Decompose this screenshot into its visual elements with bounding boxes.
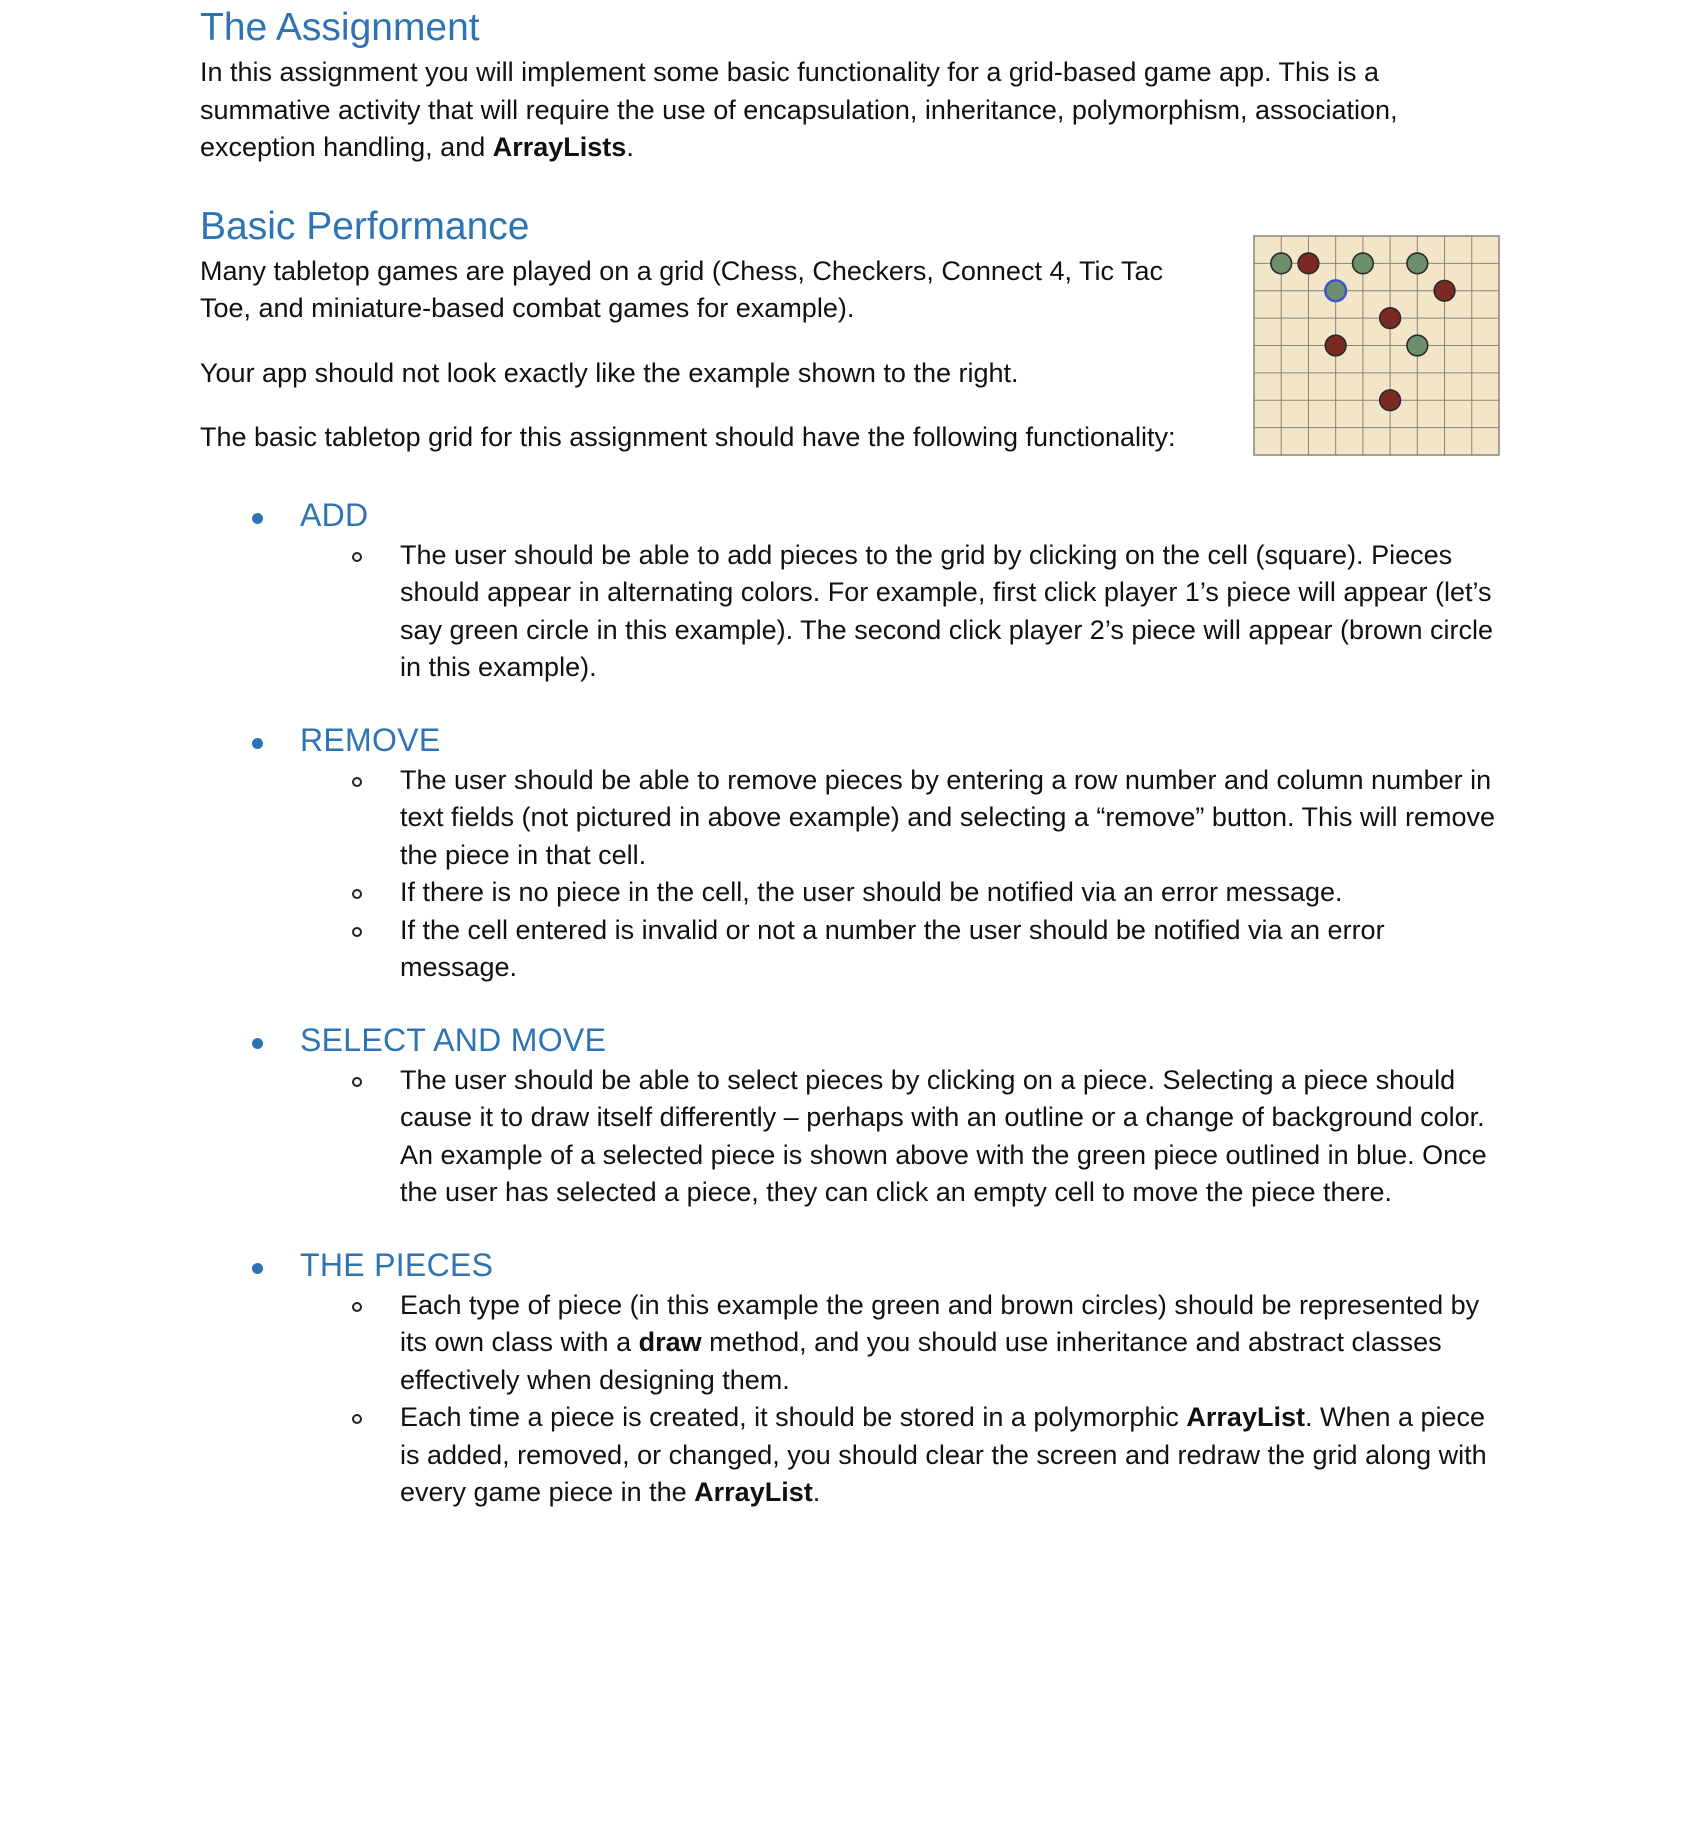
brown-piece (1380, 307, 1401, 328)
circle-bullet-icon (352, 777, 362, 787)
brown-piece (1325, 335, 1346, 356)
add-heading: ADD (300, 496, 369, 533)
remove-item-2 (300, 874, 1500, 912)
pieces-item-1 (300, 1287, 1500, 1400)
feature-remove (200, 720, 1500, 987)
basic-p3: The basic tabletop grid for this assignment should have the following functionality: (200, 422, 1176, 452)
basic-p2: Your app should not look exactly like the example shown to the right. (200, 357, 1019, 388)
assignment-intro (200, 54, 1500, 167)
brown-piece (1434, 280, 1455, 301)
pieces-item-2-text-b: . When a piece is added, removed, or changed, you should clear the screen and redraw the grid along with every game piece in the (400, 1402, 1487, 1507)
pieces-sublist (300, 1287, 1500, 1512)
example-game-board-image (1253, 235, 1500, 457)
circle-bullet-icon (352, 1302, 362, 1312)
circle-bullet-icon (352, 1077, 362, 1087)
pieces-item-2-text-c: . (812, 1477, 821, 1507)
circle-bullet-icon (352, 1414, 362, 1424)
circle-bullet-icon (352, 889, 362, 899)
feature-pieces (200, 1245, 1500, 1512)
bullet-dot (252, 1038, 263, 1049)
green-piece (1407, 335, 1428, 356)
select-move-heading: SELECT AND MOVE (300, 1021, 607, 1058)
green-piece (1353, 253, 1374, 274)
remove-item-2-text: If there is no piece in the cell, the user should be notified via an error message. (400, 877, 1343, 907)
pieces-item-2-bold-arraylist-2: ArrayList (694, 1477, 813, 1507)
bullet-dot (252, 1263, 263, 1274)
add-item-1-text: The user should be able to add pieces to the grid by clicking on the cell (square). Pieces should appear in alternating colors. For example, first click player 1’s piece will appear (let’s say green circle in this example). The second click player 2’s piece will appear (brown circle in this example). (400, 539, 1493, 682)
intro-end: . (626, 132, 634, 162)
assignment-heading: The Assignment (200, 6, 480, 49)
select-move-item-1 (300, 1062, 1500, 1212)
remove-heading: REMOVE (300, 721, 441, 758)
basic-performance-section (200, 201, 1500, 457)
basic-performance-heading: Basic Performance (200, 204, 530, 248)
brown-piece (1380, 389, 1401, 410)
remove-item-3-text: If the cell entered is invalid or not a number the user should be notified via an error message. (400, 914, 1385, 982)
circle-bullet-icon (352, 927, 362, 937)
green-piece (1271, 253, 1292, 274)
intro-bold-arraylists: ArrayLists (492, 132, 627, 162)
basic-p1: Many tabletop games are played on a grid (Chess, Checkers, Connect 4, Tic Tac Toe, and miniature-based combat games for example). (200, 255, 1163, 323)
brown-piece (1298, 253, 1319, 274)
remove-item-1 (300, 762, 1500, 875)
pieces-item-2 (300, 1399, 1500, 1512)
feature-add (200, 495, 1500, 687)
document-page (200, 0, 1500, 1545)
remove-sublist (300, 762, 1500, 987)
pieces-item-2-bold-arraylist-1: ArrayList (1186, 1402, 1305, 1432)
pieces-item-1-text-a: Each type of piece (in this example the green and brown circles) should be represented by its own class with a (400, 1289, 1480, 1357)
pieces-item-1-text-b: method, and you should use inheritance and abstract classes effectively when designing them. (400, 1327, 1442, 1395)
selected-green-piece (1325, 280, 1346, 301)
feature-select-move (200, 1020, 1500, 1212)
remove-item-1-text: The user should be able to remove pieces by entering a row number and column number in text fields (not pictured in above example) and selecting a “remove” button. This will remove the piece in that cell. (400, 764, 1496, 870)
pieces-item-1-bold-draw: draw (638, 1327, 702, 1357)
select-move-item-1-text: The user should be able to select pieces by clicking on a piece. Selecting a piece should cause it to draw itself differently – perhaps with an outline or a change of background color. An example of a selected piece is shown above with the green piece outlined in blue. Once the user has selected a piece, they can click an empty cell to move the piece there. (400, 1064, 1487, 1207)
add-sublist (300, 537, 1500, 687)
remove-item-3 (300, 912, 1500, 987)
basic-performance-text (200, 253, 1200, 457)
pieces-item-2-text-a: Each time a piece is created, it should be stored in a polymorphic (400, 1402, 1187, 1432)
bullet-dot (252, 513, 263, 524)
green-piece (1407, 253, 1428, 274)
intro-text: In this assignment you will implement some basic functionality for a grid-based game app. This is a summative activity that will require the use of encapsulation, inheritance, polymorphism, association, exception handling, and (200, 57, 1398, 162)
bullet-dot (252, 738, 263, 749)
feature-list (200, 495, 1500, 1512)
pieces-heading: THE PIECES (300, 1246, 494, 1283)
select-move-sublist (300, 1062, 1500, 1212)
circle-bullet-icon (352, 552, 362, 562)
add-item-1 (300, 537, 1500, 687)
